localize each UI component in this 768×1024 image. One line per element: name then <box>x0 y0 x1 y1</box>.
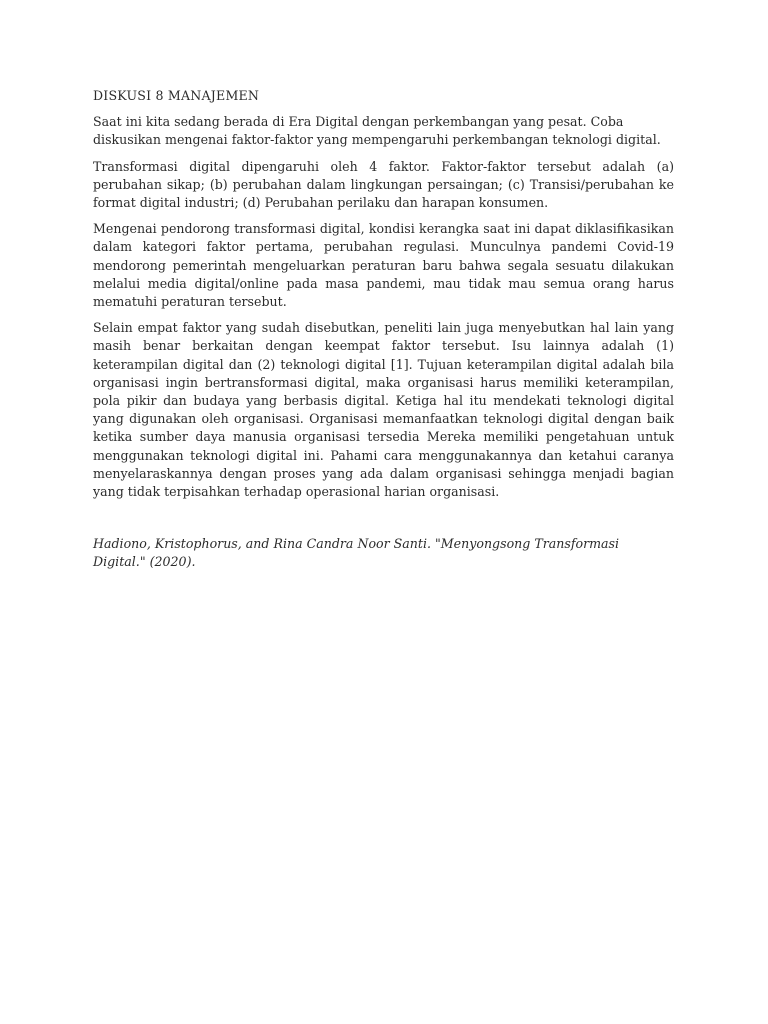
document-title: DISKUSI 8 MANAJEMEN <box>93 88 260 103</box>
paragraph-question: Saat ini kita sedang berada di Era Digital dengan perkembangan yang pesat. Coba diskusikan mengenai faktor-faktor yang mempengaruhi perkembangan teknologi digital. <box>93 114 661 148</box>
paragraph-digital-skills: Selain empat faktor yang sudah disebutkan, peneliti lain juga menyebutkan hal lain yang masih benar berkaitan dengan keempat faktor tersebut. Isu lainnya adalah (1) keterampilan digital dan (2) teknologi digital [1]. Tujuan keterampilan digital adalah bila organisasi ingin bertransformasi digital, maka organisasi harus memiliki keterampilan, pola pikir dan budaya yang berbasis digital. Ketiga hal itu mendekati teknologi digital yang digunakan oleh organisasi. Organisasi memanfaatkan teknologi digital dengan baik ketika sumber daya manusia organisasi tersedia Mereka memiliki pengetahuan untuk menggunakan teknologi digital ini. Pahami cara menggunakannya dan ketahui caranya menyelaraskannya dengan proses yang ada dalam organisasi sehingga menjadi bagian yang tidak terpisahkan terhadap operasional harian organisasi. <box>93 320 674 500</box>
document-body <box>93 87 674 572</box>
paragraph-regulation: Mengenai pendorong transformasi digital, kondisi kerangka saat ini dapat diklasifikasikan dalam kategori faktor pertama, perubahan regulasi. Munculnya pandemi Covid-19 mendorong pemerintah mengeluarkan peraturan baru bahwa segala sesuatu dilakukan melalui media digital/online pada masa pandemi, mau tidak mau semua orang harus mematuhi peraturan tersebut. <box>93 221 674 310</box>
reference-citation: Hadiono, Kristophorus, and Rina Candra Noor Santi. "Menyongsong Transformasi Digital." (2020). <box>93 536 620 570</box>
paragraph-factors: Transformasi digital dipengaruhi oleh 4 faktor. Faktor-faktor tersebut adalah (a) perubahan sikap; (b) perubahan dalam lingkungan persaingan; (c) Transisi/perubahan ke format digital industri; (d) Perubahan perilaku dan harapan konsumen. <box>93 158 674 211</box>
